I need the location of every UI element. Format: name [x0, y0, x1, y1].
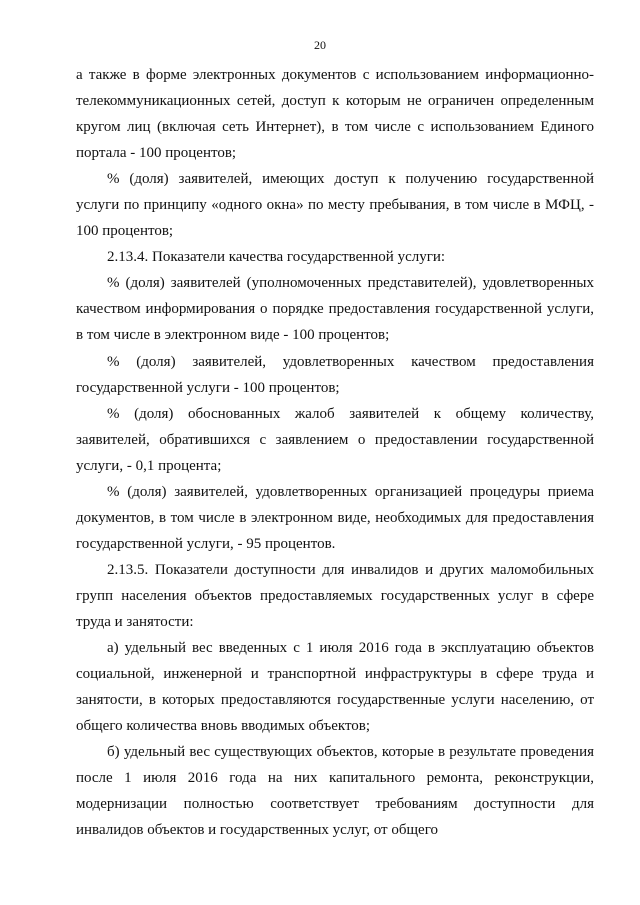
paragraph-6: % (доля) обоснованных жалоб заявителей к общему количеству, заявителей, обратившихся с заявлением о предоставлении государственной услуги, - 0,1 процента;: [76, 405, 594, 474]
document-body: [76, 62, 594, 843]
list-item-b: б) удельный вес существующих объектов, которые в результате проведения после 1 июля 2016 года на них капитального ремонта, реконструкции, модернизации полностью соответствует требованиям доступности для инвалидов объектов и государственных услуг, от общего: [76, 744, 594, 839]
page-number: 20: [314, 38, 326, 52]
paragraph-2: % (доля) заявителей, имеющих доступ к получению государственной услуги по принципу «одного окна» по месту пребывания, в том числе в МФЦ, - 100 процентов;: [76, 171, 594, 240]
paragraph-1: а также в форме электронных документов с использованием информационно-телекоммуникационных сетей, доступ к которым не ограничен определенным кругом лиц (включая сеть Интернет), в том числе с использованием Единого портала - 100 процентов;: [76, 67, 594, 162]
paragraph-7: % (доля) заявителей, удовлетворенных организацией процедуры приема документов, в том числе в электронном виде, необходимых для предоставления государственной услуги, - 95 процентов.: [76, 483, 594, 552]
paragraph-5: % (доля) заявителей, удовлетворенных качеством предоставления государственной услуги - 100 процентов;: [76, 353, 594, 396]
section-2-13-5: 2.13.5. Показатели доступности для инвалидов и других маломобильных групп населения объектов предоставляемых государственных услуг в сфере труда и занятости:: [76, 561, 594, 630]
section-heading-2-13-4: 2.13.4. Показатели качества государственной услуги:: [107, 249, 446, 266]
list-item-a: а) удельный вес введенных с 1 июля 2016 года в эксплуатацию объектов социальной, инженерной и транспортной инфраструктуры в сфере труда и занятости, в которых предоставляются государственные услуги населению, от общего количества вновь вводимых объектов;: [76, 640, 594, 735]
paragraph-4: % (доля) заявителей (уполномоченных представителей), удовлетворенных качеством информирования о порядке предоставления государственной услуги, в том числе в электронном виде - 100 процентов;: [76, 275, 594, 344]
